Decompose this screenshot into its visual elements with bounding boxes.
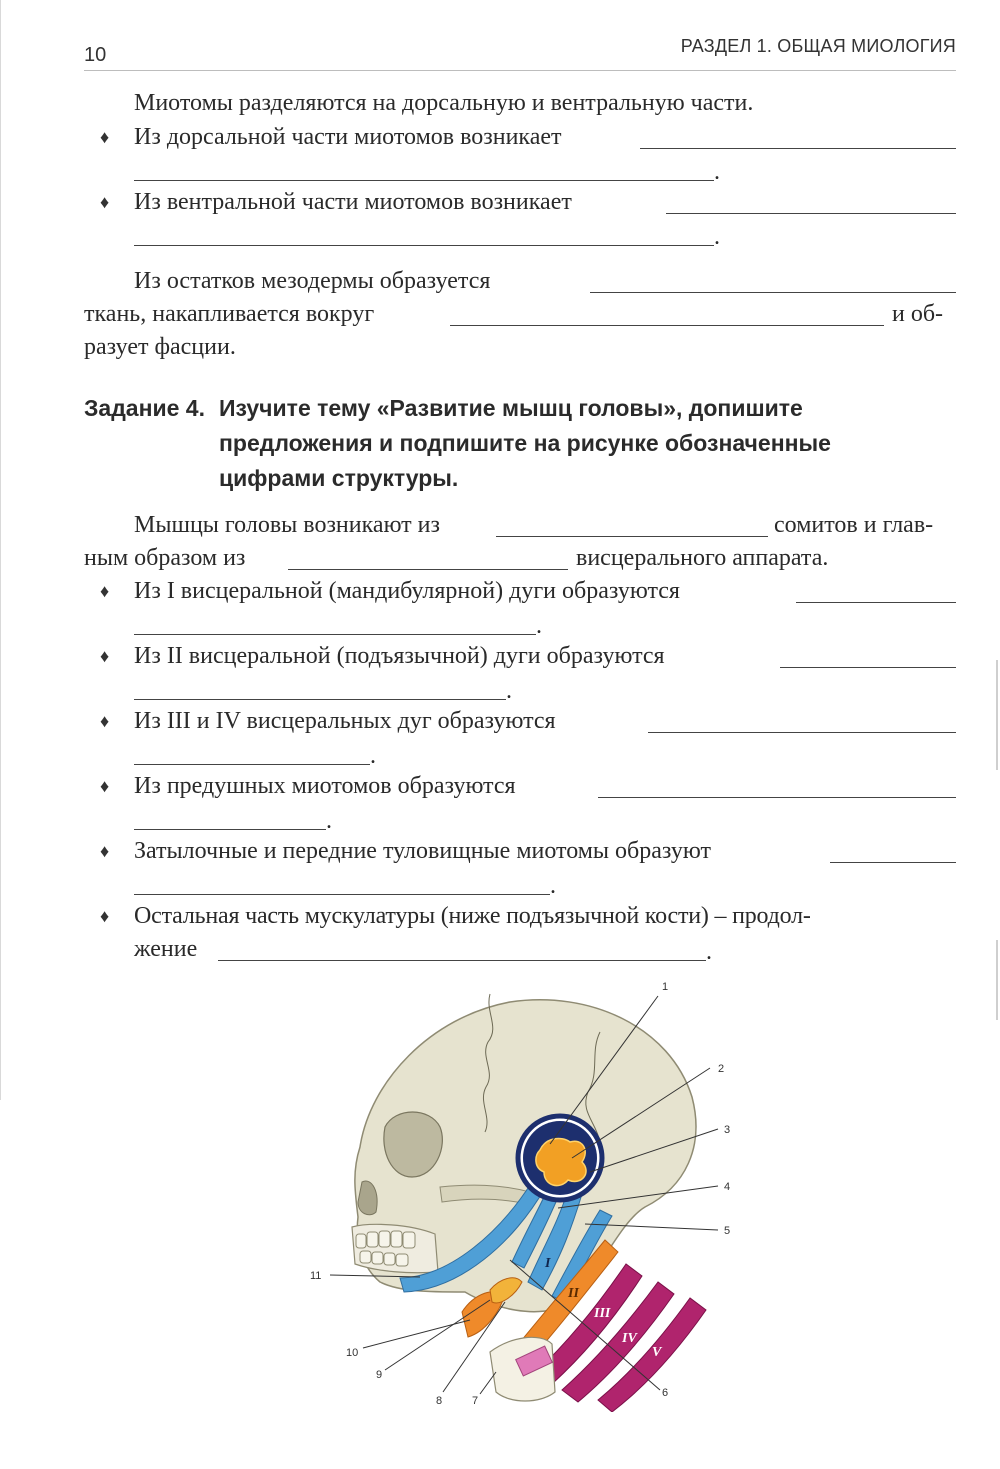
skull-visceral-arches-figure [300, 972, 740, 1412]
task-heading-line-2: предложения и подпишите на рисунке обозначенные [219, 430, 831, 456]
bullet-remaining-cont: жение [134, 936, 198, 962]
bullet-icon: ♦ [100, 841, 110, 861]
running-head: РАЗДЕЛ 1. ОБЩАЯ МИОЛОГИЯ [680, 36, 956, 56]
answer-blank[interactable] [134, 245, 714, 246]
answer-blank[interactable] [134, 829, 326, 830]
figure-label: 2 [718, 1063, 725, 1075]
figure-label: 10 [346, 1347, 359, 1359]
bullet-dorsal: Из дорсальной части миотомов возникает [134, 124, 562, 150]
figure-label: 3 [724, 1124, 731, 1136]
answer-blank[interactable] [598, 797, 956, 798]
period-mark: . [714, 159, 720, 185]
arch-label: II [568, 1286, 579, 1301]
task-label: Задание 4. [84, 395, 205, 421]
answer-blank[interactable] [590, 292, 956, 293]
scan-edge-right [996, 940, 998, 1020]
answer-blank[interactable] [648, 732, 956, 733]
page-number: 10 [84, 44, 107, 66]
bullet-arch-1: Из I висцеральной (мандибулярной) дуги образуются [134, 578, 680, 604]
figure-label: 8 [436, 1395, 443, 1407]
bullet-arch-2: Из II висцеральной (подъязычной) дуги образуются [134, 643, 665, 669]
head-muscles-line-2: ным образом из [84, 545, 246, 571]
arch-label: V [652, 1345, 662, 1360]
mesoderm-line-1: Из остатков мезодермы образуется [134, 268, 491, 294]
mesoderm-line-3: разует фасции. [84, 334, 236, 360]
answer-blank[interactable] [288, 569, 568, 570]
figure-label: 7 [472, 1395, 479, 1407]
task-heading-line-1: Изучите тему «Развитие мышц головы», допишите [219, 395, 803, 421]
period-mark: . [550, 873, 556, 899]
period-mark: . [536, 613, 542, 639]
period-mark: . [370, 743, 376, 769]
bullet-icon: ♦ [100, 711, 110, 731]
mesoderm-line-2-end: и об- [892, 301, 944, 327]
answer-blank[interactable] [780, 667, 956, 668]
arch-label: III [594, 1306, 611, 1321]
answer-blank[interactable] [134, 634, 536, 635]
bullet-icon: ♦ [100, 192, 110, 212]
arch-label: IV [622, 1331, 637, 1346]
answer-blank[interactable] [134, 894, 550, 895]
bullet-icon: ♦ [100, 906, 110, 926]
figure-label: 4 [724, 1181, 731, 1193]
figure-label: 9 [376, 1369, 383, 1381]
answer-blank[interactable] [450, 325, 884, 326]
figure-label: 1 [662, 981, 669, 993]
answer-blank[interactable] [830, 862, 956, 863]
answer-blank[interactable] [134, 699, 506, 700]
period-mark: . [706, 939, 712, 965]
bullet-preotic: Из предушных миотомов образуются [134, 773, 516, 799]
bullet-arches-3-4: Из III и IV висцеральных дуг образуются [134, 708, 556, 734]
bullet-remaining: Остальная часть мускулатуры (ниже подъязычной кости) – продол- [134, 903, 811, 929]
task-heading-line-3: цифрами структуры. [219, 465, 459, 491]
mesoderm-line-2: ткань, накапливается вокруг [84, 301, 375, 327]
answer-blank[interactable] [666, 213, 956, 214]
bullet-icon: ♦ [100, 776, 110, 796]
header-divider [84, 70, 956, 71]
figure-label: 11 [310, 1270, 322, 1282]
answer-blank[interactable] [640, 148, 956, 149]
bullet-ventral: Из вентральной части миотомов возникает [134, 189, 572, 215]
head-muscles-line-1: Мышцы головы возникают из [134, 512, 440, 538]
answer-blank[interactable] [496, 536, 768, 537]
bullet-icon: ♦ [100, 646, 110, 666]
period-mark: . [714, 224, 720, 250]
head-muscles-line-1-end: сомитов и глав- [774, 512, 934, 538]
myotome-intro: Миотомы разделяются на дорсальную и вентральную части. [134, 90, 754, 116]
arch-label: I [545, 1256, 551, 1271]
period-mark: . [506, 678, 512, 704]
bullet-occipital: Затылочные и передние туловищные миотомы образуют [134, 838, 711, 864]
answer-blank[interactable] [134, 180, 714, 181]
bullet-icon: ♦ [100, 581, 110, 601]
answer-blank[interactable] [796, 602, 956, 603]
scan-edge-left [0, 0, 1, 1100]
head-muscles-line-2-end: висцерального аппарата. [576, 545, 829, 571]
period-mark: . [326, 808, 332, 834]
figure-label: 6 [662, 1387, 669, 1399]
answer-blank[interactable] [218, 960, 706, 961]
scan-edge-right [996, 660, 998, 770]
answer-blank[interactable] [134, 764, 370, 765]
figure-label: 5 [724, 1225, 731, 1237]
bullet-icon: ♦ [100, 127, 110, 147]
